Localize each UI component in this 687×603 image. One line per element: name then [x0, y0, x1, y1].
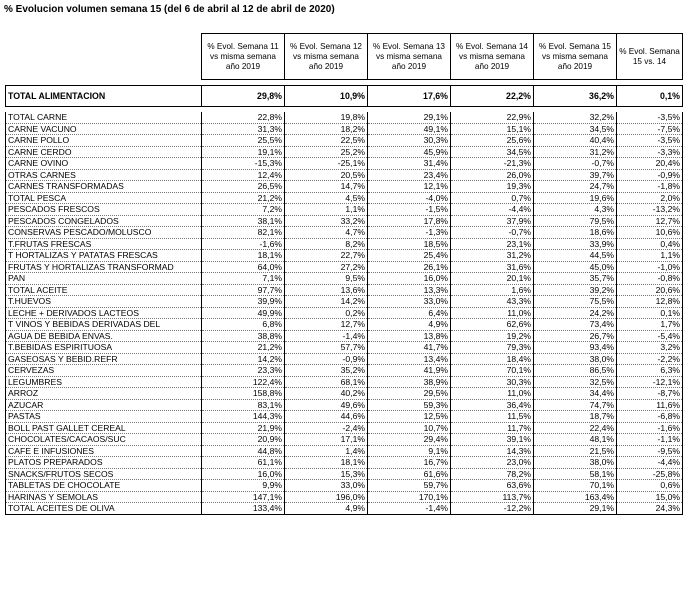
- cell-value: 25,4%: [368, 250, 451, 262]
- cell-value: 144,3%: [202, 411, 285, 423]
- cell-value: 44,8%: [202, 445, 285, 457]
- cell-value: -2,4%: [285, 422, 368, 434]
- cell-value: 38,0%: [534, 353, 617, 365]
- row-label: HARINAS Y SEMOLAS: [6, 491, 202, 503]
- row-label: TOTAL PESCA: [6, 192, 202, 204]
- cell-value: 97,7%: [202, 284, 285, 296]
- row-label: CARNE OVINO: [6, 158, 202, 170]
- cell-value: 61,6%: [368, 468, 451, 480]
- cell-value: 15,3%: [285, 468, 368, 480]
- column-header: % Evol. Semana 13 vs misma semana año 2019: [368, 34, 451, 80]
- cell-value: 16,0%: [202, 468, 285, 480]
- table-row: [6, 457, 683, 469]
- column-header: % Evol. Semana 15 vs misma semana año 2019: [534, 34, 617, 80]
- cell-value: -0,9%: [617, 169, 683, 181]
- cell-value: 18,7%: [534, 411, 617, 423]
- cell-value: -0,7%: [534, 158, 617, 170]
- cell-value: -13,2%: [617, 204, 683, 216]
- cell-value: 39,7%: [534, 169, 617, 181]
- cell-value: 38,0%: [534, 457, 617, 469]
- column-header: % Evol. Semana 14 vs misma semana año 2019: [451, 34, 534, 80]
- cell-value: 24,2%: [534, 307, 617, 319]
- cell-value: 4,9%: [285, 503, 368, 515]
- cell-value: 22,9%: [451, 112, 534, 123]
- cell-value: -0,7%: [451, 227, 534, 239]
- cell-value: 33,9%: [534, 238, 617, 250]
- total-row: [6, 86, 683, 107]
- cell-value: 0,2%: [285, 307, 368, 319]
- table-row: [6, 227, 683, 239]
- row-label: PESCADOS CONGELADOS: [6, 215, 202, 227]
- cell-value: 40,2%: [285, 388, 368, 400]
- cell-value: -15,3%: [202, 158, 285, 170]
- cell-value: -8,7%: [617, 388, 683, 400]
- cell-value: 33,2%: [285, 215, 368, 227]
- cell-value: 10,6%: [617, 227, 683, 239]
- cell-value: 4,3%: [534, 204, 617, 216]
- cell-value: -1,6%: [617, 422, 683, 434]
- cell-value: 163,4%: [534, 491, 617, 503]
- row-label: AGUA DE BEBIDA ENVAS.: [6, 330, 202, 342]
- table-row: [6, 123, 683, 135]
- cell-value: 78,2%: [451, 468, 534, 480]
- table-row: [6, 181, 683, 193]
- cell-value: 29,5%: [368, 388, 451, 400]
- cell-value: 25,5%: [202, 135, 285, 147]
- cell-value: 13,4%: [368, 353, 451, 365]
- cell-value: 12,7%: [285, 319, 368, 331]
- cell-value: -1,6%: [202, 238, 285, 250]
- cell-value: 30,3%: [368, 135, 451, 147]
- cell-value: 26,7%: [534, 330, 617, 342]
- column-header: % Evol. Semana 15 vs. 14: [617, 34, 683, 80]
- cell-value: 33,0%: [368, 296, 451, 308]
- row-label: BOLL PAST GALLET CEREAL: [6, 422, 202, 434]
- cell-value: 62,6%: [451, 319, 534, 331]
- cell-value: 18,4%: [451, 353, 534, 365]
- cell-value: 39,2%: [534, 284, 617, 296]
- table-row: [6, 307, 683, 319]
- row-label: CONSERVAS PESCADO/MOLUSCO: [6, 227, 202, 239]
- cell-value: 21,2%: [202, 342, 285, 354]
- cell-value: 57,7%: [285, 342, 368, 354]
- table-row: [6, 284, 683, 296]
- cell-value: 9,1%: [368, 445, 451, 457]
- cell-value: 10,7%: [368, 422, 451, 434]
- cell-value: 35,2%: [285, 365, 368, 377]
- cell-value: 22,8%: [202, 112, 285, 123]
- table-row: [6, 480, 683, 492]
- cell-value: -0,8%: [617, 273, 683, 285]
- cell-value: 44,6%: [285, 411, 368, 423]
- table-row: [6, 342, 683, 354]
- row-label: T.BEBIDAS ESPIRITUOSA: [6, 342, 202, 354]
- cell-value: 15,1%: [451, 123, 534, 135]
- cell-value: 26,1%: [368, 261, 451, 273]
- cell-value: 1,7%: [617, 319, 683, 331]
- cell-value: 13,3%: [368, 284, 451, 296]
- cell-value: 37,9%: [451, 215, 534, 227]
- cell-value: 3,2%: [617, 342, 683, 354]
- cell-value: 33,0%: [285, 480, 368, 492]
- cell-value: 14,3%: [451, 445, 534, 457]
- table-row: [6, 204, 683, 216]
- row-label: AZUCAR: [6, 399, 202, 411]
- cell-value: 147,1%: [202, 491, 285, 503]
- cell-value: 31,2%: [534, 146, 617, 158]
- cell-value: 0,6%: [617, 480, 683, 492]
- row-label: CARNE CERDO: [6, 146, 202, 158]
- cell-value: 11,5%: [451, 411, 534, 423]
- cell-value: -4,4%: [451, 204, 534, 216]
- cell-value: 25,6%: [451, 135, 534, 147]
- cell-value: 70,1%: [451, 365, 534, 377]
- table-row: [6, 411, 683, 423]
- cell-value: 39,9%: [202, 296, 285, 308]
- cell-value: 22,2%: [451, 86, 534, 107]
- cell-value: 39,1%: [451, 434, 534, 446]
- row-label: PLATOS PREPARADOS: [6, 457, 202, 469]
- cell-value: 22,4%: [534, 422, 617, 434]
- table-row: [6, 468, 683, 480]
- cell-value: 43,3%: [451, 296, 534, 308]
- cell-value: -6,8%: [617, 411, 683, 423]
- row-label: OTRAS CARNES: [6, 169, 202, 181]
- cell-value: 36,2%: [534, 86, 617, 107]
- cell-value: 41,7%: [368, 342, 451, 354]
- cell-value: 20,6%: [617, 284, 683, 296]
- cell-value: -5,4%: [617, 330, 683, 342]
- cell-value: -25,1%: [285, 158, 368, 170]
- row-label: CARNE VACUNO: [6, 123, 202, 135]
- cell-value: 13,6%: [285, 284, 368, 296]
- cell-value: 82,1%: [202, 227, 285, 239]
- cell-value: 17,8%: [368, 215, 451, 227]
- cell-value: 4,7%: [285, 227, 368, 239]
- cell-value: 20,5%: [285, 169, 368, 181]
- table-row: [6, 330, 683, 342]
- cell-value: 48,1%: [534, 434, 617, 446]
- cell-value: 15,0%: [617, 491, 683, 503]
- row-label: GASEOSAS Y BEBID.REFR: [6, 353, 202, 365]
- column-header: % Evol. Semana 11 vs misma semana año 2019: [202, 34, 285, 80]
- cell-value: 79,3%: [451, 342, 534, 354]
- cell-value: -21,3%: [451, 158, 534, 170]
- cell-value: 45,0%: [534, 261, 617, 273]
- cell-value: 63,6%: [451, 480, 534, 492]
- cell-value: 14,2%: [202, 353, 285, 365]
- cell-value: 31,6%: [451, 261, 534, 273]
- table-row: [6, 238, 683, 250]
- row-label: CHOCOLATES/CACAOS/SUC: [6, 434, 202, 446]
- cell-value: 59,7%: [368, 480, 451, 492]
- cell-value: 19,6%: [534, 192, 617, 204]
- cell-value: 2,0%: [617, 192, 683, 204]
- table-row: [6, 169, 683, 181]
- cell-value: -1,8%: [617, 181, 683, 193]
- cell-value: 23,3%: [202, 365, 285, 377]
- cell-value: 31,3%: [202, 123, 285, 135]
- cell-value: 34,5%: [534, 123, 617, 135]
- cell-value: 27,2%: [285, 261, 368, 273]
- cell-value: -3,5%: [617, 112, 683, 123]
- cell-value: 4,9%: [368, 319, 451, 331]
- cell-value: 1,6%: [451, 284, 534, 296]
- cell-value: 8,2%: [285, 238, 368, 250]
- table-row: [6, 376, 683, 388]
- cell-value: 29,1%: [534, 503, 617, 515]
- cell-value: -7,5%: [617, 123, 683, 135]
- cell-value: 79,5%: [534, 215, 617, 227]
- cell-value: 36,4%: [451, 399, 534, 411]
- cell-value: 7,1%: [202, 273, 285, 285]
- cell-value: 38,8%: [202, 330, 285, 342]
- cell-value: 49,6%: [285, 399, 368, 411]
- cell-value: 93,4%: [534, 342, 617, 354]
- cell-value: 12,7%: [617, 215, 683, 227]
- cell-value: -1,4%: [285, 330, 368, 342]
- cell-value: 11,0%: [451, 388, 534, 400]
- cell-value: 30,3%: [451, 376, 534, 388]
- row-label: LECHE + DERIVADOS LACTEOS: [6, 307, 202, 319]
- cell-value: 41,9%: [368, 365, 451, 377]
- table-row: [6, 250, 683, 262]
- cell-value: 19,3%: [451, 181, 534, 193]
- cell-value: 49,9%: [202, 307, 285, 319]
- table-row: [6, 135, 683, 147]
- cell-value: 44,5%: [534, 250, 617, 262]
- cell-value: 31,2%: [451, 250, 534, 262]
- cell-value: 38,1%: [202, 215, 285, 227]
- cell-value: 29,4%: [368, 434, 451, 446]
- cell-value: 16,0%: [368, 273, 451, 285]
- row-label: PASTAS: [6, 411, 202, 423]
- row-label: T.FRUTAS FRESCAS: [6, 238, 202, 250]
- row-label: CAFE E INFUSIONES: [6, 445, 202, 457]
- cell-value: 70,1%: [534, 480, 617, 492]
- cell-value: 133,4%: [202, 503, 285, 515]
- cell-value: 0,7%: [451, 192, 534, 204]
- cell-value: 40,4%: [534, 135, 617, 147]
- row-label: CARNES TRANSFORMADAS: [6, 181, 202, 193]
- cell-value: -1,4%: [368, 503, 451, 515]
- cell-value: 19,8%: [285, 112, 368, 123]
- table-row: [6, 434, 683, 446]
- row-label: ARROZ: [6, 388, 202, 400]
- cell-value: 23,1%: [451, 238, 534, 250]
- row-label: T HORTALIZAS Y PATATAS FRESCAS: [6, 250, 202, 262]
- cell-value: -4,0%: [368, 192, 451, 204]
- table-row: [6, 491, 683, 503]
- cell-value: -9,5%: [617, 445, 683, 457]
- row-label: TOTAL ACEITES DE OLIVA: [6, 503, 202, 515]
- cell-value: -12,1%: [617, 376, 683, 388]
- cell-value: -4,4%: [617, 457, 683, 469]
- table-row: [6, 215, 683, 227]
- cell-value: 21,9%: [202, 422, 285, 434]
- table-row: [6, 388, 683, 400]
- cell-value: 158,8%: [202, 388, 285, 400]
- cell-value: 86,5%: [534, 365, 617, 377]
- row-label: T.HUEVOS: [6, 296, 202, 308]
- cell-value: 6,3%: [617, 365, 683, 377]
- cell-value: 58,1%: [534, 468, 617, 480]
- cell-value: 11,7%: [451, 422, 534, 434]
- cell-value: 1,1%: [617, 250, 683, 262]
- cell-value: 11,0%: [451, 307, 534, 319]
- cell-value: 122,4%: [202, 376, 285, 388]
- cell-value: -3,3%: [617, 146, 683, 158]
- evolution-table: [5, 33, 683, 515]
- table-row: [6, 146, 683, 158]
- row-label: T VINOS Y BEBIDAS DERIVADAS DEL: [6, 319, 202, 331]
- cell-value: 83,1%: [202, 399, 285, 411]
- row-label: LEGUMBRES: [6, 376, 202, 388]
- cell-value: 12,5%: [368, 411, 451, 423]
- cell-value: 1,1%: [285, 204, 368, 216]
- row-label: TOTAL ALIMENTACION: [6, 86, 202, 107]
- cell-value: 18,6%: [534, 227, 617, 239]
- cell-value: 29,8%: [202, 86, 285, 107]
- cell-value: 64,0%: [202, 261, 285, 273]
- cell-value: 170,1%: [368, 491, 451, 503]
- cell-value: 12,1%: [368, 181, 451, 193]
- table-row: [6, 399, 683, 411]
- cell-value: 74,7%: [534, 399, 617, 411]
- cell-value: 32,2%: [534, 112, 617, 123]
- cell-value: 12,4%: [202, 169, 285, 181]
- cell-value: 68,1%: [285, 376, 368, 388]
- cell-value: 7,2%: [202, 204, 285, 216]
- cell-value: 196,0%: [285, 491, 368, 503]
- row-label: CARNE POLLO: [6, 135, 202, 147]
- cell-value: 32,5%: [534, 376, 617, 388]
- cell-value: 20,1%: [451, 273, 534, 285]
- cell-value: 18,2%: [285, 123, 368, 135]
- cell-value: 38,9%: [368, 376, 451, 388]
- cell-value: -1,5%: [368, 204, 451, 216]
- cell-value: 6,8%: [202, 319, 285, 331]
- row-label: CERVEZAS: [6, 365, 202, 377]
- cell-value: 25,2%: [285, 146, 368, 158]
- row-label: TOTAL CARNE: [6, 112, 202, 123]
- table-row: [6, 365, 683, 377]
- cell-value: 14,2%: [285, 296, 368, 308]
- row-label: PAN: [6, 273, 202, 285]
- cell-value: 22,5%: [285, 135, 368, 147]
- table-row: [6, 158, 683, 170]
- cell-value: 59,3%: [368, 399, 451, 411]
- cell-value: 18,1%: [202, 250, 285, 262]
- cell-value: 10,9%: [285, 86, 368, 107]
- cell-value: 31,4%: [368, 158, 451, 170]
- cell-value: 9,5%: [285, 273, 368, 285]
- cell-value: 34,5%: [451, 146, 534, 158]
- cell-value: 21,2%: [202, 192, 285, 204]
- row-label: SNACKS/FRUTOS SECOS: [6, 468, 202, 480]
- page-title: % Evolucion volumen semana 15 (del 6 de abril al 12 de abril de 2020): [4, 4, 335, 15]
- table-row: [6, 422, 683, 434]
- cell-value: 0,4%: [617, 238, 683, 250]
- column-header: % Evol. Semana 12 vs misma semana año 2019: [285, 34, 368, 80]
- cell-value: 16,7%: [368, 457, 451, 469]
- table-row: [6, 319, 683, 331]
- cell-value: 9,9%: [202, 480, 285, 492]
- table-row: [6, 273, 683, 285]
- table-row: [6, 296, 683, 308]
- cell-value: 22,7%: [285, 250, 368, 262]
- cell-value: 24,3%: [617, 503, 683, 515]
- cell-value: 18,1%: [285, 457, 368, 469]
- cell-value: 17,1%: [285, 434, 368, 446]
- table-row: [6, 112, 683, 123]
- row-label: FRUTAS Y HORTALIZAS TRANSFORMAD: [6, 261, 202, 273]
- cell-value: 49,1%: [368, 123, 451, 135]
- cell-value: 11,6%: [617, 399, 683, 411]
- table-row: [6, 353, 683, 365]
- cell-value: 18,5%: [368, 238, 451, 250]
- cell-value: 34,4%: [534, 388, 617, 400]
- cell-value: 73,4%: [534, 319, 617, 331]
- cell-value: 20,4%: [617, 158, 683, 170]
- header-row: [6, 34, 683, 80]
- cell-value: -3,5%: [617, 135, 683, 147]
- cell-value: 24,7%: [534, 181, 617, 193]
- cell-value: -0,9%: [285, 353, 368, 365]
- table-row: [6, 192, 683, 204]
- cell-value: 23,0%: [451, 457, 534, 469]
- cell-value: -1,3%: [368, 227, 451, 239]
- cell-value: 23,4%: [368, 169, 451, 181]
- cell-value: 35,7%: [534, 273, 617, 285]
- cell-value: 26,0%: [451, 169, 534, 181]
- cell-value: 6,4%: [368, 307, 451, 319]
- cell-value: 20,9%: [202, 434, 285, 446]
- table-row: [6, 445, 683, 457]
- row-label: TABLETAS DE CHOCOLATE: [6, 480, 202, 492]
- cell-value: 13,8%: [368, 330, 451, 342]
- cell-value: 61,1%: [202, 457, 285, 469]
- cell-value: -12,2%: [451, 503, 534, 515]
- cell-value: 26,5%: [202, 181, 285, 193]
- cell-value: -2,2%: [617, 353, 683, 365]
- cell-value: 1,4%: [285, 445, 368, 457]
- cell-value: -1,1%: [617, 434, 683, 446]
- cell-value: 19,2%: [451, 330, 534, 342]
- cell-value: 0,1%: [617, 86, 683, 107]
- cell-value: 113,7%: [451, 491, 534, 503]
- table-row: [6, 503, 683, 515]
- cell-value: -25,8%: [617, 468, 683, 480]
- cell-value: 14,7%: [285, 181, 368, 193]
- cell-value: 12,8%: [617, 296, 683, 308]
- row-label: PESCADOS FRESCOS: [6, 204, 202, 216]
- header-blank-cell: [6, 34, 202, 80]
- cell-value: 0,1%: [617, 307, 683, 319]
- cell-value: 75,5%: [534, 296, 617, 308]
- cell-value: 4,5%: [285, 192, 368, 204]
- cell-value: 45,9%: [368, 146, 451, 158]
- cell-value: -1,0%: [617, 261, 683, 273]
- cell-value: 21,5%: [534, 445, 617, 457]
- table-row: [6, 261, 683, 273]
- cell-value: 19,1%: [202, 146, 285, 158]
- row-label: TOTAL ACEITE: [6, 284, 202, 296]
- cell-value: 29,1%: [368, 112, 451, 123]
- cell-value: 17,6%: [368, 86, 451, 107]
